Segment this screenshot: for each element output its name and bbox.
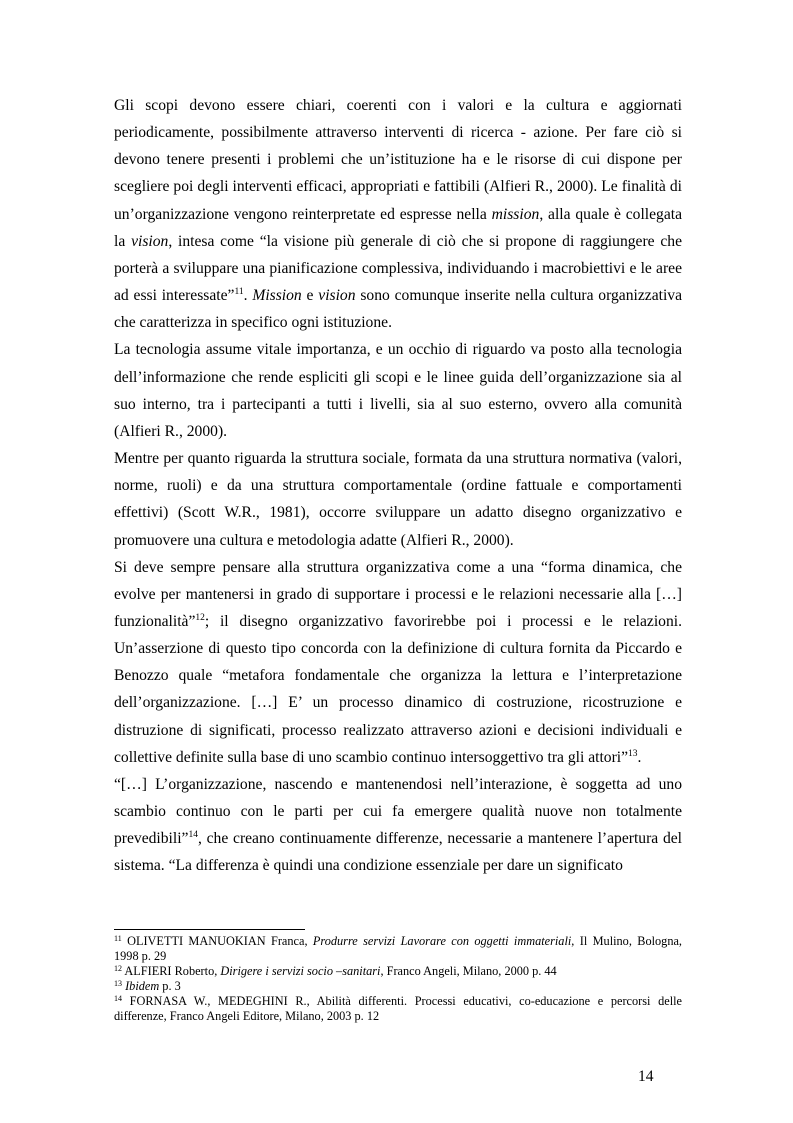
footnote-marker: 13 (114, 979, 122, 988)
text-run: , Il Mulino, Bologna, 1998 p. 29 (114, 934, 683, 963)
italic-text: vision (318, 287, 356, 305)
text-run: ALFIERI Roberto, (122, 964, 221, 978)
text-run: La tecnologia assume vitale importanza, e un occhio di riguardo va posto alla tecnologia dell’informazione che rende espliciti gli scopi e le linee guida dell’organizzazione sia al suo interno, tra i partecipanti a tutti i livelli, sia al suo esterno, ovvero alla comunità (Alfieri R., 2000). (114, 341, 682, 440)
text-run: e (301, 287, 319, 305)
italic-text: Dirigere i servizi socio –sanitari (220, 964, 381, 978)
footnote-marker: 11 (234, 287, 244, 298)
text-run: Si deve sempre pensare alla struttura organizzativa come a una “forma dinamica, che evolve per mantenersi in grado di supportare i processi e le relazioni necessarie alla […] funzionalità” (114, 558, 682, 630)
footnote (114, 934, 682, 964)
footnotes (114, 934, 682, 1024)
paragraph (114, 445, 682, 554)
footnote (114, 994, 682, 1024)
text-run: Gli scopi devono essere chiari, coerenti con i valori e la cultura e aggiornati periodicamente, possibilmente attraverso interventi di ricerca - azione. Per fare ciò si devono tenere presenti i problemi che un’istituzione ha e le risorse di cui dispone per scegliere poi degli interventi efficaci, appropriati e fattibili (Alfieri R., 2000). Le finalità di un’organizzazione vengono reinterpretate ed espresse nella (114, 97, 682, 223)
text-run: , che creano continuamente differenze, necessarie a mantenere l’apertura del sistema. “La differenza è quindi una condizione essenziale per dare un significato (114, 830, 682, 875)
footnote-marker: 11 (114, 934, 122, 943)
text-run: p. 3 (159, 979, 181, 993)
italic-text: Ibidem (125, 979, 160, 993)
footnote (114, 964, 682, 979)
text-run: ; il disegno organizzativo favorirebbe poi i processi e le relazioni. Un’asserzione di questo tipo concorda con la definizione di cultura fornita da Piccardo e Benozzo quale “metafora fondamentale che organizza la lettura e l’interpretazione dell’organizzazione. […] E’ un processo dinamico di costruzione, ricostruzione e distruzione di significati, processo realizzato attraverso azioni e decisioni individuali e collettive definite sulla base di uno scambio continuo intersoggettivo tra gli attori” (114, 612, 682, 766)
text-run: FORNASA W., MEDEGHINI R., Abilità differenti. Processi educativi, co-educazione e percorsi delle differenze, Franco Angeli Editore, Milano, 2003 p. 12 (114, 994, 682, 1023)
text-run: , Franco Angeli, Milano, 2000 p. 44 (380, 964, 557, 978)
body-text (114, 92, 682, 880)
italic-text: Produrre servizi Lavorare con oggetti immateriali (312, 934, 572, 948)
italic-text: vision (131, 232, 169, 250)
text-run: OLIVETTI MANUOKIAN Franca, (121, 934, 313, 948)
page-number: 14 (638, 1068, 654, 1085)
footnote (114, 979, 682, 994)
text-run: . (637, 748, 642, 766)
footnote-separator (114, 929, 305, 930)
text-run: sono comunque inserite nella cultura organizzativa che caratterizza in specifico ogni istituzione. (114, 287, 683, 332)
footnote-marker: 14 (188, 830, 198, 841)
footnote-marker: 14 (114, 994, 122, 1003)
footnote-marker: 12 (114, 964, 122, 973)
paragraph (114, 336, 682, 445)
paragraph (114, 92, 682, 336)
text-run: , alla quale è collegata la (114, 205, 682, 250)
italic-text: Mission (252, 287, 302, 305)
italic-text: mission (491, 205, 540, 223)
text-run: , intesa come “la visione più generale di ciò che si propone di raggiungere che porterà a sviluppare una pianificazione complessiva, individuando i macrobiettivi e le aree ad essi interessate” (114, 232, 683, 305)
text-run: Mentre per quanto riguarda la struttura sociale, formata da una struttura normativa (valori, norme, ruoli) e da una struttura comportamentale (ordine fattuale e comportamenti effettivi) (Scott W.R., 1981), occorre sviluppare un adatto disegno organizzativo e promuovere una cultura e metodologia adatte (Alfieri R., 2000). (114, 450, 682, 549)
paragraph (114, 771, 682, 880)
footnote-marker: 12 (195, 612, 205, 623)
text-run: . (243, 287, 253, 305)
text-run: “[…] L’organizzazione, nascendo e mantenendosi nell’interazione, è soggetta ad uno scambio continuo con le parti per cui fa emergere qualità nuove non totalmente prevedibili” (114, 775, 682, 848)
footnote-marker: 13 (628, 748, 638, 759)
paragraph (114, 554, 682, 771)
